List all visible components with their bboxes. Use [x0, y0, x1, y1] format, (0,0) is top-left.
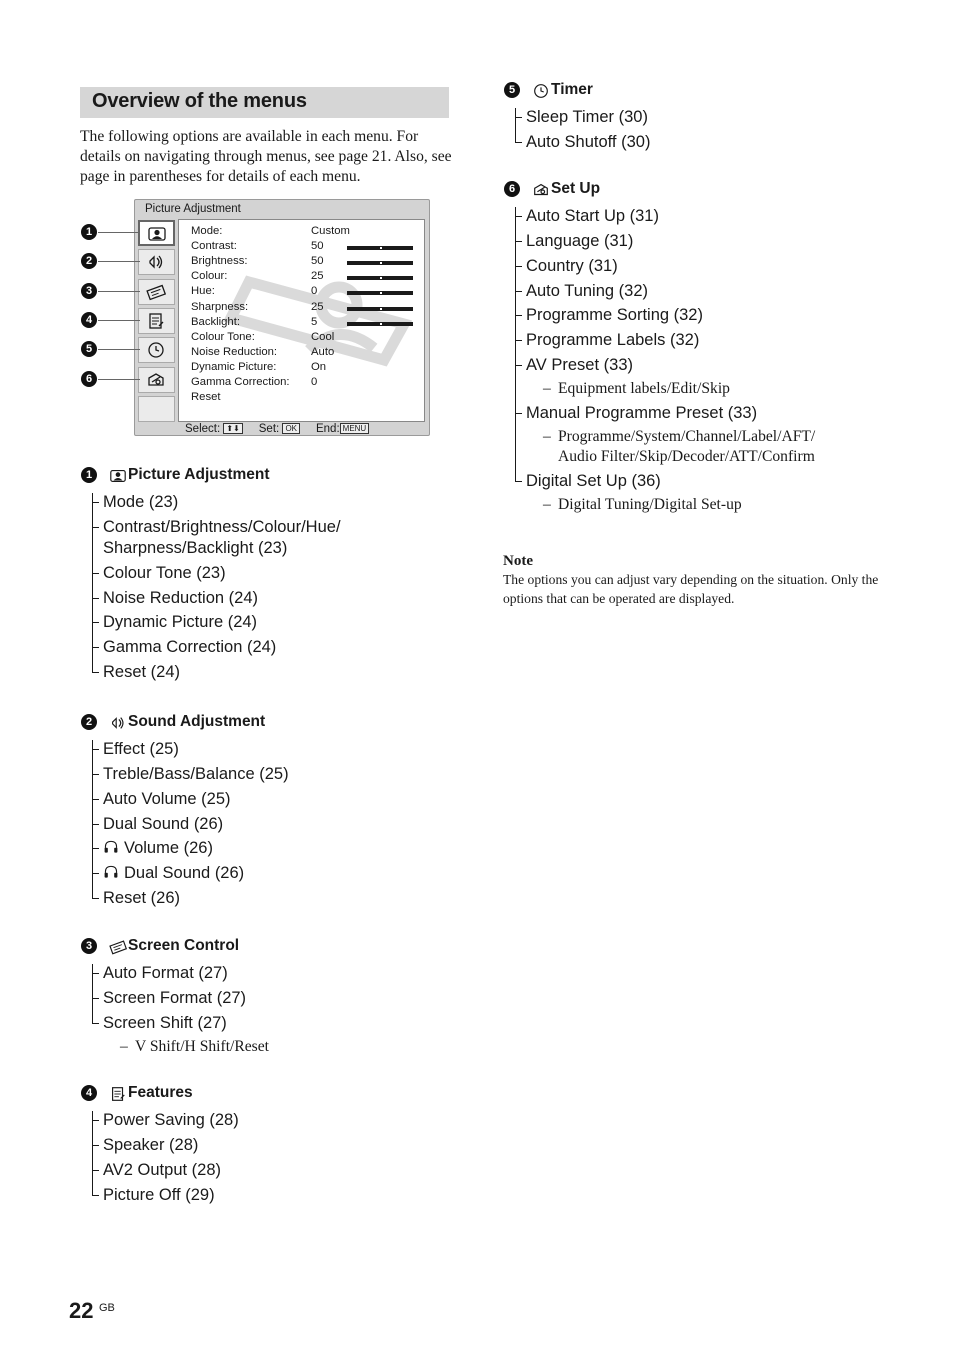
menu-item-label: Reset (26): [103, 889, 181, 908]
tree-trunk-line: [515, 108, 516, 143]
section-picture-adjustment: [81, 466, 501, 683]
menu-item: [515, 281, 924, 302]
tree-branch-line: [92, 1120, 99, 1121]
menu-item-label: Treble/Bass/Balance (25): [103, 764, 289, 783]
menu-tree: [92, 492, 501, 683]
menu-subitem-label: V Shift/H Shift/Reset: [135, 1037, 270, 1055]
menu-item: [515, 403, 924, 424]
tree-branch-line: [92, 527, 99, 528]
screen-header: Picture Adjustment: [145, 203, 241, 215]
section-number-badge: 4: [81, 1085, 97, 1101]
setup-icon: [146, 370, 166, 390]
menu-item-label: Mode (23): [103, 492, 179, 511]
note-title: Note: [503, 553, 533, 569]
screen-row-label: Hue:: [191, 285, 215, 298]
screen-level-bar: [347, 291, 413, 295]
screen-row-value: 25: [311, 270, 324, 283]
menu-subitem-label: Programme/System/Channel/Label/AFT/: [558, 428, 816, 446]
screen-row-value: 5: [311, 315, 318, 328]
tree-branch-line: [515, 413, 522, 414]
footer-end-key: MENU: [340, 423, 370, 434]
menu-item-label: Auto Tuning (32): [526, 281, 648, 300]
menu-item-label: Sleep Timer (30): [526, 107, 648, 126]
menu-item: [92, 863, 501, 884]
menu-item: [515, 305, 924, 326]
screen-row-label: Gamma Correction:: [191, 376, 290, 388]
tree-branch-line: [92, 898, 99, 899]
menu-item: [92, 1160, 501, 1181]
menu-tree: [92, 963, 501, 1057]
menu-item-label: Reset (24): [103, 663, 181, 682]
screen-tab-picture: [138, 220, 175, 246]
screen-level-bar: [347, 276, 413, 280]
menu-item: [92, 492, 501, 513]
tree-branch-line: [515, 291, 522, 292]
callout-leader-line: [98, 379, 140, 380]
menu-item: [92, 1185, 501, 1206]
screen-row-label: Sharpness:: [191, 300, 249, 313]
menu-item: [515, 231, 924, 252]
section-title: Picture Adjustment: [128, 466, 270, 483]
section-sound-adjustment: [81, 713, 501, 909]
menu-item: [92, 814, 501, 835]
tree-branch-line: [92, 1195, 99, 1196]
menu-tree: [515, 107, 924, 153]
screen-row-value: 50: [311, 255, 324, 268]
callout-leader-line: [98, 291, 140, 292]
arrow-updown-icon: ⬆⬇: [223, 423, 242, 434]
tree-trunk-line: [515, 207, 516, 482]
menu-subitem: [515, 379, 924, 399]
footer-end-label: End:: [315, 423, 340, 435]
callout-badge: 4: [81, 312, 97, 328]
subitem-dash: –: [543, 380, 551, 398]
headphone-icon: [103, 839, 119, 855]
menu-item-label: Auto Start Up (31): [526, 206, 659, 225]
page-title: Overview of the menus: [92, 90, 307, 112]
subitem-dash: –: [543, 496, 551, 514]
footer-set-label: Set:: [258, 423, 280, 435]
menu-item: [92, 764, 501, 785]
tree-branch-line: [92, 1170, 99, 1171]
note-text: The options you can adjust vary depending on the situation. Only the options that can be operated are displayed.: [503, 572, 879, 606]
picture-icon: [147, 224, 167, 244]
section-title: Sound Adjustment: [128, 713, 266, 730]
screen-tab-setup: [138, 367, 175, 393]
subitem-dash: –: [543, 428, 551, 446]
menu-item-label: Dual Sound (26): [124, 864, 245, 883]
tree-branch-line: [515, 117, 522, 118]
screen-row-value: 50: [311, 240, 324, 253]
menu-item-label-continued: Sharpness/Backlight (23): [103, 538, 288, 557]
screen-level-bar: [347, 322, 413, 326]
screen-row-label: Contrast:: [191, 240, 237, 253]
menu-item-label: Power Saving (28): [103, 1110, 239, 1129]
menu-item: [515, 355, 924, 376]
screen-tab-features: [138, 308, 175, 334]
picture-icon: [109, 467, 127, 485]
tree-trunk-line: [92, 1111, 93, 1196]
menu-item-label: Colour Tone (23): [103, 563, 226, 582]
menu-item: [515, 206, 924, 227]
features-icon: [109, 1085, 127, 1103]
section-number-badge: 2: [81, 714, 97, 730]
tree-branch-line: [515, 315, 522, 316]
menu-item-label: Auto Volume (25): [103, 789, 231, 808]
level-marker: [380, 262, 382, 264]
section-title: Timer: [551, 81, 593, 98]
callout-badge: 3: [81, 283, 97, 299]
tree-branch-line: [92, 749, 99, 750]
screen-row-label: Dynamic Picture:: [191, 360, 277, 373]
tree-branch-line: [515, 481, 522, 482]
menu-tree: [515, 206, 924, 515]
menu-subitem: [515, 495, 924, 515]
setup-icon: [532, 181, 550, 199]
page-number: 22: [69, 1298, 94, 1323]
screen-row-value: On: [311, 360, 327, 373]
screen-row-label: Reset: [191, 391, 221, 404]
screen-row-value: Custom: [311, 225, 350, 237]
menu-item-label: Country (31): [526, 256, 618, 275]
headphone-icon: [103, 864, 119, 880]
menu-item-label: Programme Labels (32): [526, 331, 700, 350]
intro-paragraph: The following options are available in each menu. For details on navigating through menus, see page 21. Also, see page in parentheses for details of each menu.: [80, 128, 452, 185]
tree-branch-line: [92, 622, 99, 623]
tree-branch-line: [92, 799, 99, 800]
menu-item-label: Dual Sound (26): [103, 814, 224, 833]
menu-item: [92, 888, 501, 909]
section-timer: [504, 81, 924, 153]
callout-leader-line: [98, 349, 140, 350]
menu-item-label: AV2 Output (28): [103, 1160, 222, 1179]
screen-tab-timer: [138, 337, 175, 363]
menu-item-label: AV Preset (33): [526, 356, 633, 375]
page-region-code: GB: [99, 1302, 115, 1314]
level-marker: [380, 247, 382, 249]
level-marker: [380, 292, 382, 294]
screen-footer: [185, 423, 369, 435]
section-heading: [81, 466, 501, 488]
screen-row-value: 25: [311, 300, 324, 313]
menu-item: [92, 662, 501, 683]
menu-item: [92, 1135, 501, 1156]
sound-icon: [146, 252, 166, 272]
section-heading: [81, 713, 501, 735]
menu-item: [92, 838, 501, 859]
screen-level-bar: [347, 246, 413, 250]
screen-row-value: 0: [311, 376, 318, 388]
screen-row-label: Noise Reduction:: [191, 345, 278, 358]
menu-subitem-label: Equipment labels/Edit/Skip: [558, 380, 730, 398]
menu-item-label: Volume (26): [124, 839, 213, 858]
menu-item: [92, 963, 501, 984]
timer-icon: [146, 340, 166, 360]
menu-subitem-label: Digital Tuning/Digital Set-up: [558, 496, 742, 514]
tree-branch-line: [92, 873, 99, 874]
menu-item-label: Screen Format (27): [103, 988, 247, 1007]
menu-item-label: Auto Format (27): [103, 963, 228, 982]
screen-row-label: Backlight:: [191, 315, 240, 328]
callout-leader-line: [98, 320, 140, 321]
sound-icon: [109, 714, 127, 732]
menu-item: [92, 1013, 501, 1034]
section-heading: [81, 1084, 501, 1106]
screen-settings-panel: [178, 219, 425, 422]
menu-screen-illustration: [134, 199, 430, 436]
section-heading: [504, 81, 924, 103]
level-marker: [380, 323, 382, 325]
menu-item: [515, 330, 924, 351]
menu-item-label: Screen Shift (27): [103, 1013, 227, 1032]
footer-select-label: Select:: [185, 423, 221, 435]
menu-item-label: Contrast/Brightness/Colour/Hue/: [103, 517, 341, 536]
tree-branch-line: [515, 365, 522, 366]
screen-tab-sound: [138, 249, 175, 275]
callout-badge: 1: [81, 224, 97, 240]
tree-branch-line: [92, 973, 99, 974]
menu-item-label: Gamma Correction (24): [103, 638, 277, 657]
menu-item: [92, 517, 501, 559]
tree-branch-line: [515, 266, 522, 267]
tree-branch-line: [92, 598, 99, 599]
tree-branch-line: [515, 340, 522, 341]
screen-row-value: Cool: [311, 330, 335, 343]
tree-branch-line: [515, 142, 522, 143]
features-icon: [146, 311, 166, 331]
tree-trunk-line: [92, 493, 93, 673]
callout-badge: 2: [81, 253, 97, 269]
section-title: Features: [128, 1084, 193, 1101]
callout-leader-line: [98, 232, 140, 233]
menu-tree: [92, 1110, 501, 1206]
menu-item: [92, 789, 501, 810]
tree-branch-line: [92, 848, 99, 849]
screen-row-label: Mode:: [191, 225, 223, 237]
menu-item-label: Programme Sorting (32): [526, 306, 703, 325]
menu-item: [515, 471, 924, 492]
menu-item: [92, 588, 501, 609]
page-title-bar: [80, 87, 449, 118]
footer-set-key: OK: [282, 423, 300, 434]
menu-item-label: Language (31): [526, 231, 634, 250]
menu-item: [92, 563, 501, 584]
screen-level-bar: [347, 307, 413, 311]
menu-item-label: Picture Off (29): [103, 1185, 215, 1204]
screen-level-bar: [347, 261, 413, 265]
menu-item: [92, 739, 501, 760]
section-heading: [81, 937, 501, 959]
screen-tab-screen: [138, 279, 175, 305]
screen-row-label: Brightness:: [191, 255, 248, 268]
tree-trunk-line: [92, 740, 93, 899]
tree-branch-line: [92, 824, 99, 825]
note-box: [503, 551, 883, 608]
menu-item: [92, 1110, 501, 1131]
menu-item: [92, 988, 501, 1009]
tree-branch-line: [92, 774, 99, 775]
section-number-badge: 6: [504, 181, 520, 197]
tree-branch-line: [92, 502, 99, 503]
tree-branch-line: [92, 1145, 99, 1146]
callout-badge: 5: [81, 341, 97, 357]
callout-badge: 6: [81, 371, 97, 387]
tree-branch-line: [92, 672, 99, 673]
menu-item: [515, 107, 924, 128]
section-number-badge: 1: [81, 467, 97, 483]
screen-row-value: 0: [311, 285, 318, 298]
section-title: Set Up: [551, 180, 601, 197]
section-set-up: [504, 180, 924, 515]
section-features: [81, 1084, 501, 1206]
screen-row-value: Auto: [311, 345, 335, 358]
tree-branch-line: [515, 216, 522, 217]
level-marker: [380, 277, 382, 279]
screen-tab-empty: [138, 396, 175, 422]
screen-icon: [109, 938, 127, 956]
section-heading: [504, 180, 924, 202]
menu-tree: [92, 739, 501, 909]
menu-item: [92, 637, 501, 658]
menu-subitem-label: Audio Filter/Skip/Decoder/ATT/Confirm: [558, 448, 815, 466]
tree-trunk-line: [92, 964, 93, 1024]
menu-item-label: Speaker (28): [103, 1135, 199, 1154]
timer-icon: [532, 82, 550, 100]
screen-icon: [146, 282, 166, 302]
menu-item: [515, 132, 924, 153]
screen-row-label: Colour:: [191, 270, 228, 283]
tree-branch-line: [92, 573, 99, 574]
menu-subitem: [92, 1037, 501, 1057]
tree-branch-line: [92, 998, 99, 999]
section-screen-control: [81, 937, 501, 1057]
menu-item: [92, 612, 501, 633]
menu-subitem: [515, 427, 924, 467]
menu-item-label: Digital Set Up (36): [526, 472, 661, 491]
subitem-dash: –: [120, 1037, 128, 1055]
callout-leader-line: [98, 261, 140, 262]
level-marker: [380, 308, 382, 310]
menu-item-label: Effect (25): [103, 739, 179, 758]
section-number-badge: 3: [81, 938, 97, 954]
screen-row-label: Colour Tone:: [191, 330, 255, 343]
menu-item-label: Manual Programme Preset (33): [526, 404, 758, 423]
section-number-badge: 5: [504, 82, 520, 98]
menu-item-label: Noise Reduction (24): [103, 588, 258, 607]
tree-branch-line: [92, 647, 99, 648]
tree-branch-line: [515, 241, 522, 242]
menu-item-label: Dynamic Picture (24): [103, 613, 258, 632]
section-title: Screen Control: [128, 937, 240, 954]
tree-branch-line: [92, 1023, 99, 1024]
menu-item: [515, 256, 924, 277]
menu-item-label: Auto Shutoff (30): [526, 132, 651, 151]
